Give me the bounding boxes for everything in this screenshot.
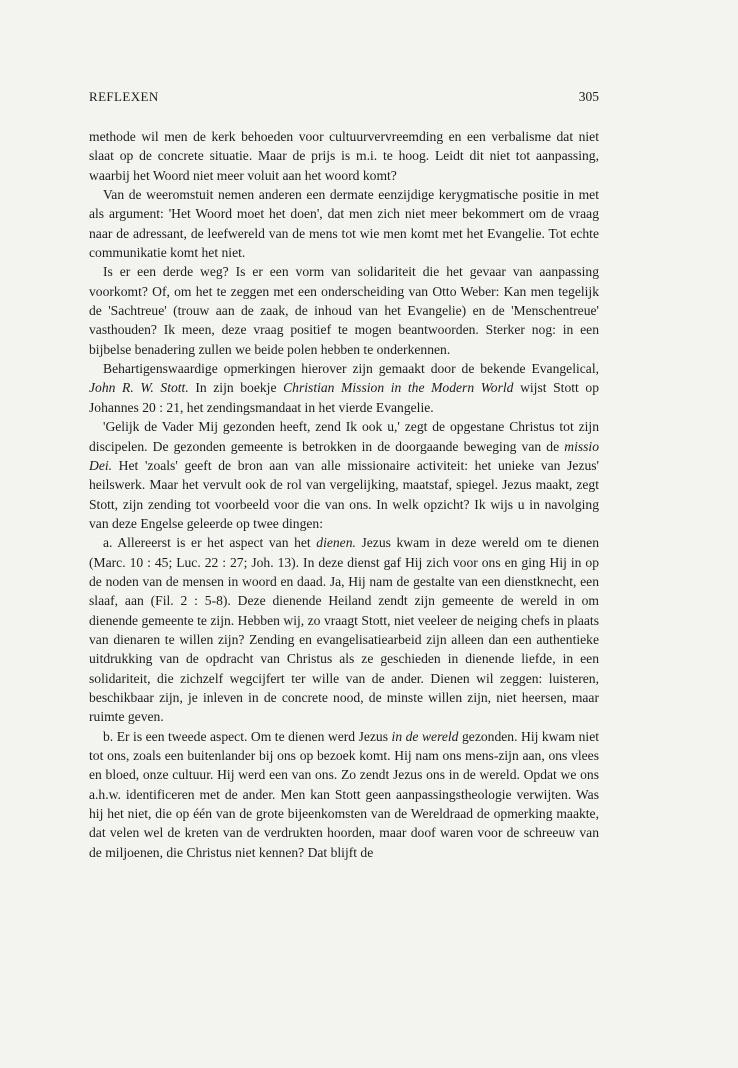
text-run: Is er een derde weg? Is er een vorm van solidariteit die het gevaar van aanpassing voorkomt? Of, om het te zeggen met een onderscheiding van Otto Weber: Kan men tegelijk de 'Sachtreue' (trouw aan de zaak, de inhoud van het Evangelie) en de 'Menschentreue' vasthouden? Ik meen, deze vraag positief te mogen beantwoorden. Sterker nog: in een bijbelse benadering zullen we beide polen hebben te onderkennen. [89, 264, 599, 357]
text-run: Behartigenswaardige opmerkingen hierover zijn gemaakt door de bekende Evangelical, [103, 361, 599, 377]
running-title: REFLEXEN [89, 89, 159, 104]
text-run: a. Allereerst is er het aspect van het [103, 535, 317, 551]
text-run: Het 'zoals' geeft de bron aan van alle missionaire activiteit: het unieke van Jezus' heilswerk. Maar het vervult ook de rol van vergelijking, maatstaf, spiegel. Jezus maakt, zegt Stott, zijn zending tot voorbeeld voor die van ons. In welk opzicht? Ik wijs u in navolging van deze Engelse geleerde op twee dingen: [89, 457, 599, 531]
italic-text: dienen. [316, 535, 356, 551]
paragraph [89, 262, 599, 359]
paragraph [89, 127, 599, 185]
italic-text: in de wereld [391, 728, 459, 744]
paragraph [89, 533, 599, 726]
text-run: gezonden. Hij kwam niet tot ons, zoals een buitenlander bij ons op bezoek komt. Hij nam ons mens-zijn aan, ons vlees en bloed, onze cultuur. Hij werd een van ons. Zo zendt Jezus ons in de wereld. Opdat we ons a.h.w. identificeren met de ander. Men kan Stott geen aanpassingstheologie verwijten. Was hij het niet, die op één van de grote bijeenkomsten van de Wereldraad de opmerking maakte, dat velen wel de kreten van de verdrukten hoorden, maar doof waren voor de schreeuw van de miljoenen, die Christus niet kennen? Dat blijft de [89, 728, 600, 860]
text-run: In zijn boekje [188, 380, 284, 396]
paragraph [89, 417, 599, 533]
paragraph [89, 727, 599, 862]
text-run: Jezus kwam in deze wereld om te dienen (Marc. 10 : 45; Luc. 22 : 27; Joh. 13). In deze dienst gaf Hij zich voor ons en ging Hij in op de noden van de mensen in woord en daad. Ja, Hij nam de gestalte van een dienstknecht, een slaaf, aan (Fil. 2 : 5-8). Deze dienende Heiland zendt zijn gemeente de wereld in om dienende gemeente te zijn. Hebben wij, zo vraagt Stott, niet veeleer de neiging chefs in plaats van dienaren te willen zijn? Zending en evangelisatiearbeid zijn alleen dan een authentieke uitdrukking van de opdracht van Christus als ze geschieden in dienende liefde, in een solidariteit, die zichzelf wegcijfert ter wille van de ander. Dienen wil zeggen: luisteren, beschikbaar zijn, je inleven in de concrete nood, de minste willen zijn, niet heersen, maar ruimte geven. [89, 535, 599, 725]
italic-text: missio Dei. [89, 438, 599, 473]
page-header [89, 89, 599, 107]
body-text [89, 127, 599, 862]
text-run: 'Gelijk de Vader Mij gezonden heeft, zend Ik ook u,' zegt de opgestane Christus tot zijn discipelen. De gezonden gemeente is betrokken in de doorgaande beweging van de [89, 419, 599, 454]
italic-text: Christian Mission in the Modern World [283, 380, 514, 396]
paragraph [89, 359, 599, 417]
text-run: wijst Stott op Johannes 20 : 21, het zendingsmandaat in het vierde Evangelie. [89, 380, 600, 415]
italic-text: John R. W. Stott. [89, 380, 189, 396]
text-run: methode wil men de kerk behoeden voor cultuurvervreemding en een verbalisme dat niet slaat op de concrete situatie. Maar de prijs is m.i. te hoog. Leidt dit niet tot aanpassing, waarbij het Woord niet meer voluit aan het woord komt? [89, 129, 599, 183]
text-run: b. Er is een tweede aspect. Om te dienen werd Jezus [103, 728, 392, 744]
paragraph [89, 185, 599, 262]
text-run: Van de weeromstuit nemen anderen een dermate eenzijdige kerygmatische positie in met als argument: 'Het Woord moet het doen', dat men zich niet meer bekommert om de vraag naar de adressant, de leefwereld van de mens tot wie men komt met het Evangelie. Tot echte communikatie komt het niet. [89, 187, 599, 261]
page-number: 305 [578, 89, 599, 104]
